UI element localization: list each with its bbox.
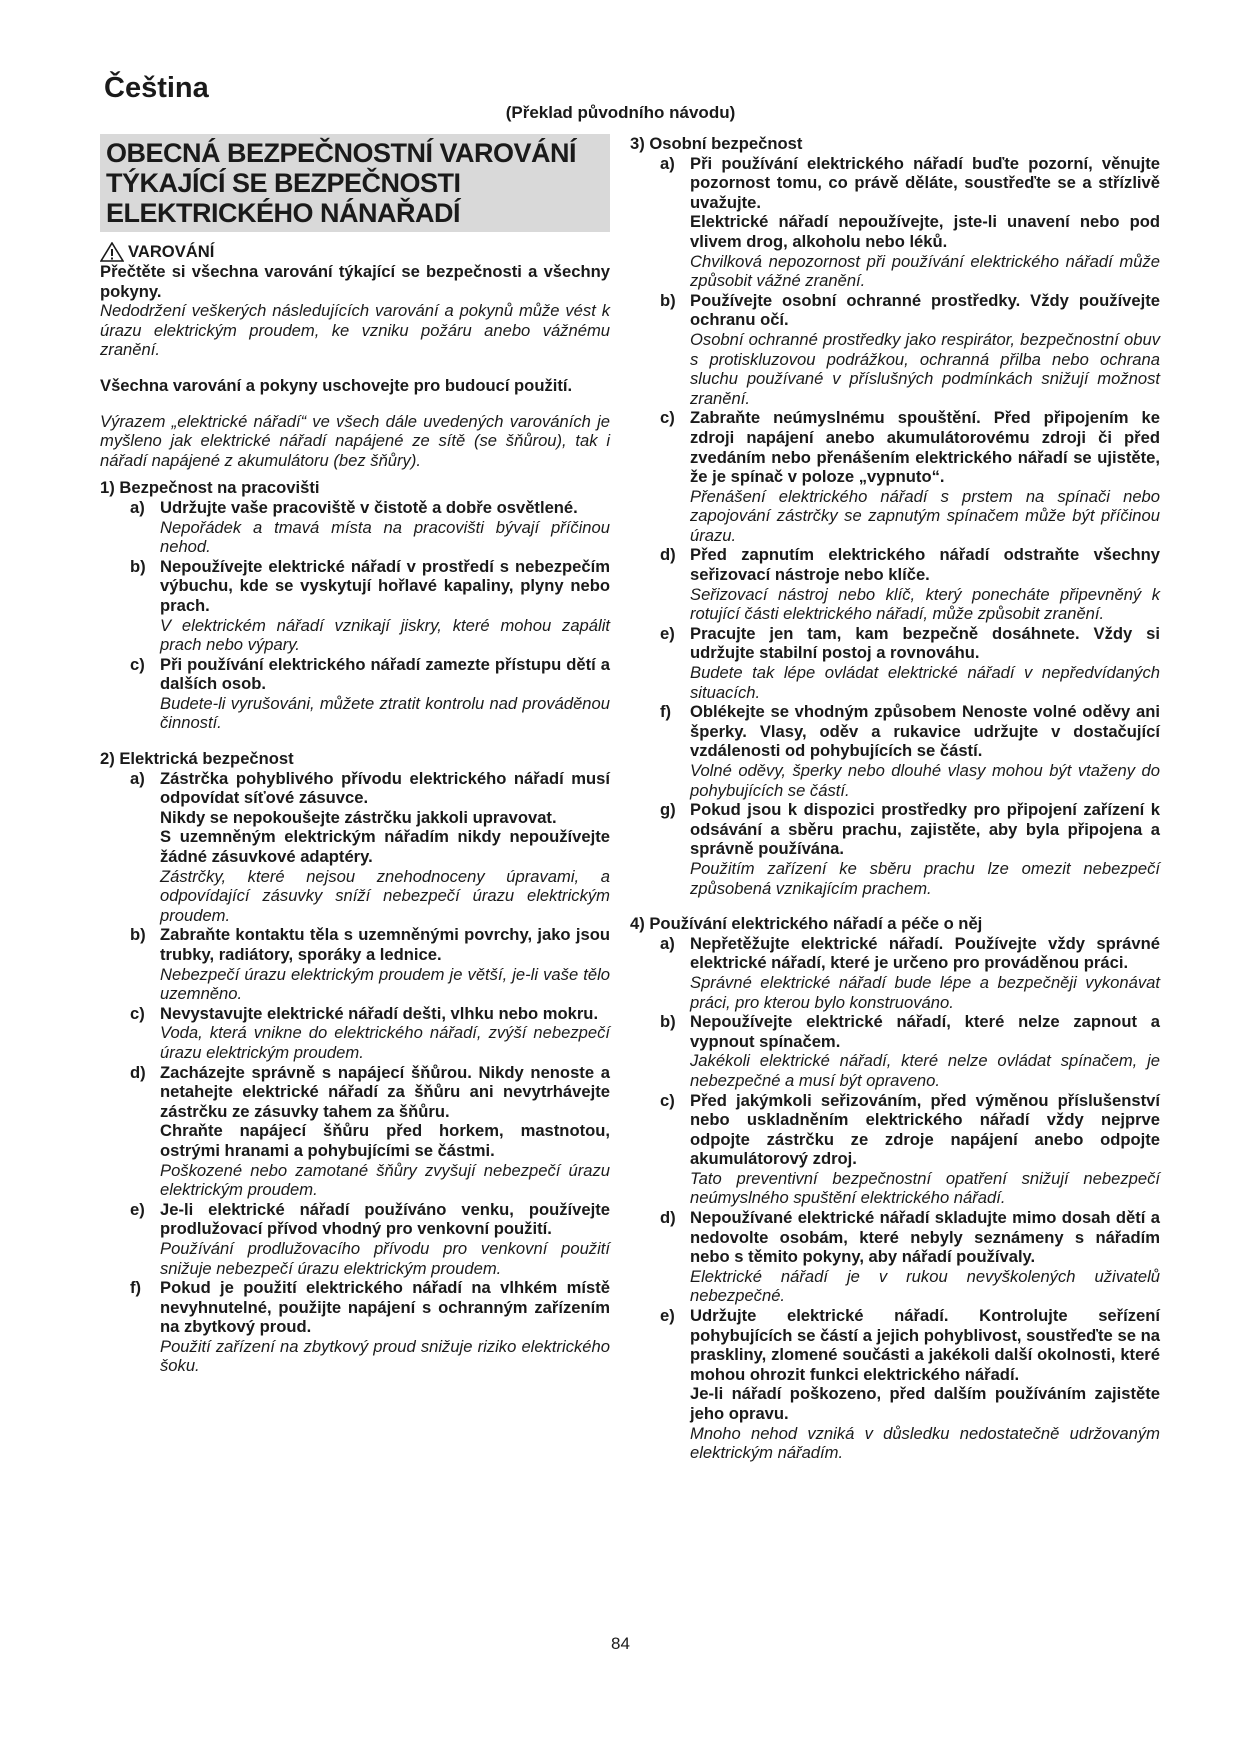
section-4-title: 4) Používání elektrického nářadí a péče o něj <box>630 914 983 934</box>
item-instruction: Je-li elektrické nářadí používáno venku, používejte prodlužovací přívod vhodný pro venkovní použití. <box>160 1199 610 1239</box>
item-instruction: Při používání elektrického nářadí buďte pozorní, věnujte pozornost tomu, co právě děláte, soustřeďte se a střízlivě uvažujte. <box>690 153 1160 212</box>
list-item <box>130 1063 610 1200</box>
item-explanation: Mnoho nehod vzniká v důsledku nedostatečně udržovaným elektrickým nářadím. <box>690 1423 1160 1463</box>
list-item <box>660 934 1160 1012</box>
item-label: b) <box>660 290 676 310</box>
item-instruction: Při používání elektrického nářadí zamezte přístupu dětí a dalších osob. <box>160 654 610 694</box>
list-item <box>660 1091 1160 1209</box>
item-explanation: Budete-li vyrušováni, můžete ztratit kontrolu nad prováděnou činností. <box>160 693 610 733</box>
item-instruction: Elektrické nářadí nepoužívejte, jste-li unavení nebo pod vlivem drog, alkoholu nebo léků. <box>690 212 1160 251</box>
item-label: a) <box>660 153 675 173</box>
list-item <box>660 291 1160 409</box>
list-item <box>660 702 1160 800</box>
item-instruction: Nepoužívejte elektrické nářadí v prostředí s nebezpečím výbuchu, kde se vyskytují hořlavé kapaliny, plyny nebo prach. <box>160 556 610 615</box>
list-item <box>660 154 1160 291</box>
item-instruction: Před jakýmkoli seřizováním, před výměnou příslušenství nebo uskladněním elektrického nářadí vždy nejprve odpojte zástrčku ze zdroje napájení anebo odpojte akumulátorový zdroj. <box>690 1090 1160 1169</box>
item-instruction: Pokud je použití elektrického nářadí na vlhkém místě nevyhnutelné, použijte napájení s ochranným zařízením na zbytkový proud. <box>160 1278 610 1337</box>
item-explanation: Použití zařízení na zbytkový proud snižuje riziko elektrického šoku. <box>160 1336 610 1376</box>
item-explanation: Budete tak lépe ovládat elektrické nářadí v nepředvídaných situacích. <box>690 663 1160 702</box>
list-item <box>660 1208 1160 1306</box>
item-instruction: Zabraňte kontaktu těla s uzemněnými povrchy, jako jsou trubky, radiátory, sporáky a lednice. <box>160 925 610 964</box>
item-explanation: Použitím zařízení ke sběru prachu lze omezit nebezpečí způsobená vznikajícím prachem. <box>690 858 1160 898</box>
list-item <box>130 1200 610 1278</box>
keep-instructions-text: Všechna varování a pokyny uschovejte pro budoucí použití. <box>100 375 573 395</box>
item-instruction: Chraňte napájecí šňůru před horkem, mastnotou, ostrými hranami a pohybujícími se částmi. <box>160 1121 610 1160</box>
item-instruction: Nevystavujte elektrické nářadí dešti, vlhku nebo mokru. <box>160 1003 599 1023</box>
list-item <box>130 557 610 655</box>
list-item <box>660 1012 1160 1090</box>
item-label: d) <box>660 545 676 565</box>
list-item <box>660 800 1160 898</box>
item-label: a) <box>130 497 145 517</box>
item-label: b) <box>130 556 146 576</box>
item-instruction: S uzemněným elektrickým nářadím nikdy nepoužívejte žádné zásuvkové adaptéry. <box>160 827 610 867</box>
item-explanation: Tato preventivní bezpečnostní opatření snižují nebezpečí neúmyslného spuštění elektrického nářadí. <box>690 1168 1160 1208</box>
section-3-list <box>630 154 1160 899</box>
item-instruction: Je-li nářadí poškozeno, před dalším používáním zajistěte jeho opravu. <box>690 1384 1160 1423</box>
item-explanation: Nepořádek a tmavá místa na pracovišti bývají příčinou nehod. <box>160 517 610 557</box>
item-instruction: Před zapnutím elektrického nářadí odstraňte všechny seřizovací nástroje nebo klíče. <box>690 545 1160 585</box>
translation-subtitle: (Překlad původního návodu) <box>505 103 736 122</box>
item-instruction: Nikdy se nepokoušejte zástrčku jakkoli upravovat. <box>160 807 557 827</box>
list-item <box>130 1278 610 1376</box>
list-item <box>130 925 610 1003</box>
item-label: d) <box>660 1208 676 1228</box>
list-item <box>660 408 1160 545</box>
item-label: c) <box>130 654 145 674</box>
list-item <box>130 1004 610 1063</box>
list-item <box>130 769 610 926</box>
item-explanation: Používání prodlužovacího přívodu pro venkovní použití snižuje nebezpečí úrazu elektrickým proudem. <box>160 1238 610 1278</box>
item-explanation: Seřizovací nástroj nebo klíč, který ponecháte připevněný k rotující části elektrického nářadí, může způsobit zranění. <box>690 584 1160 624</box>
list-item <box>660 624 1160 702</box>
item-explanation: Zástrčky, které nejsou znehodnoceny úpravami, a odpovídající zásuvky sníží nebezpečí úrazu elektrickým proudem. <box>160 866 610 925</box>
item-label: c) <box>130 1003 145 1023</box>
item-label: f) <box>130 1278 142 1298</box>
item-instruction: Pracujte jen tam, kam bezpečně dosáhnete. Vždy si udržujte stabilní postoj a rovnováhu. <box>690 623 1160 663</box>
item-label: c) <box>660 408 675 428</box>
item-instruction: Zacházejte správně s napájecí šňůrou. Nikdy nenoste a netahejte elektrické nářadí za šňůru ani nevytrhávejte zástrčku ze zásuvky tahem za šňůru. <box>160 1062 610 1121</box>
item-explanation: Voda, která vnikne do elektrického nářadí, zvýší nebezpečí úrazu elektrickým proudem. <box>160 1023 610 1062</box>
term-definition-text: Výrazem „elektrické nářadí“ ve všech dále uvedených varováních je myšleno jak elektrické nářadí napájené ze sítě (se šňůrou), tak i nářadí napájené z akumulátoru (bez šňůry). <box>100 411 610 470</box>
list-item <box>130 655 610 733</box>
item-label: c) <box>660 1090 675 1110</box>
warning-title <box>100 242 610 262</box>
item-instruction: Oblékejte se vhodným způsobem Nenoste volné oděvy ani šperky. Vlasy, oděv a rukavice udržujte v dostačující vzdálenosti od pohybujících se částí. <box>690 702 1160 761</box>
item-instruction: Nepoužívejte elektrické nářadí, které nelze zapnout a vypnout spínačem. <box>690 1012 1160 1051</box>
section-3-title: 3) Osobní bezpečnost <box>630 134 803 153</box>
left-column <box>100 134 610 1376</box>
warning-label: VAROVÁNÍ <box>128 242 215 262</box>
language-label: Čeština <box>104 72 209 104</box>
item-label: g) <box>660 800 676 820</box>
section-2-list <box>100 769 610 1376</box>
section-1-list <box>100 498 610 733</box>
section-2-title: 2) Elektrická bezpečnost <box>100 749 294 769</box>
item-instruction: Nepoužívané elektrické nářadí skladujte mimo dosah dětí a nedovolte osobám, které nebyly seznámeny s nářadím nebo s těmito pokyny, aby nářadí používaly. <box>690 1208 1160 1267</box>
item-explanation: Přenášení elektrického nářadí s prstem na spínači nebo zapojování zástrčky se zapnutým spínačem může být příčinou úrazu. <box>690 486 1160 545</box>
item-explanation: Osobní ochranné prostředky jako respirátor, bezpečnostní obuv s protiskluzovou podrážkou, ochranná přilba nebo ochrana sluchu používané v příslušných podmínkách snižují možnost zranění. <box>690 329 1160 408</box>
item-explanation: V elektrickém nářadí vznikají jiskry, které mohou zapálit prach nebo výpary. <box>160 615 610 655</box>
warning-bold-text: Přečtěte si všechna varování týkající se bezpečnosti a všechny pokyny. <box>100 262 610 301</box>
warning-italic-text: Nedodržení veškerých následujících varování a pokynů může vést k úrazu elektrickým proudem, ke vzniku požáru anebo vážnému zranění. <box>100 301 610 360</box>
item-explanation: Elektrické nářadí je v rukou nevyškolených uživatelů nebezpečné. <box>690 1266 1160 1306</box>
item-explanation: Nebezpečí úrazu elektrickým proudem je větší, je-li vaše tělo uzemněno. <box>160 964 610 1004</box>
section-1-title: 1) Bezpečnost na pracovišti <box>100 478 320 498</box>
item-explanation: Jakékoli elektrické nářadí, které nelze ovládat spínačem, je nebezpečné a musí být opraveno. <box>690 1051 1160 1090</box>
item-explanation: Chvilková nepozornost při používání elektrického nářadí může způsobit vážné zranění. <box>690 251 1160 291</box>
item-label: b) <box>660 1012 676 1032</box>
item-explanation: Poškozené nebo zamotané šňůry zvyšují nebezpečí úrazu elektrickým proudem. <box>160 1160 610 1200</box>
item-instruction: Zabraňte neúmyslnému spouštění. Před připojením ke zdroji napájení anebo akumulátorovému zdroji či před zvedáním nebo přenášením elektrického nářadí se ujistěte, že je spínač v poloze „vypnuto“. <box>690 408 1160 487</box>
list-item <box>660 1306 1160 1463</box>
item-instruction: Udržujte vaše pracoviště v čistotě a dobře osvětlené. <box>160 497 578 517</box>
item-label: e) <box>130 1199 145 1219</box>
item-label: b) <box>130 925 146 945</box>
item-instruction: Pokud jsou k dispozici prostředky pro připojení zařízení k odsávání a sběru prachu, zajistěte, aby byla připojena a správně používána. <box>690 800 1160 859</box>
item-label: d) <box>130 1062 146 1082</box>
item-label: f) <box>660 702 672 722</box>
item-instruction: Udržujte elektrické nářadí. Kontrolujte seřízení pohybujících se částí a jejich pohyblivost, soustřeďte se na praskliny, zlomené součásti a jakékoli další okolnosti, které mohou ohrozit funkci elektrického nářadí. <box>690 1306 1160 1384</box>
item-label: a) <box>660 933 675 953</box>
section-heading: OBECNÁ BEZPEČNOSTNÍ VAROVÁNÍ TÝKAJÍCÍ SE BEZPEČNOSTI ELEKTRICKÉHO NÁNAŘADÍ <box>100 134 610 232</box>
item-label: e) <box>660 623 675 643</box>
warning-triangle-icon <box>100 242 124 262</box>
item-explanation: Správné elektrické nářadí bude lépe a bezpečněji vykonávat práci, pro kterou bylo konstruováno. <box>690 972 1160 1012</box>
item-label: e) <box>660 1306 675 1326</box>
item-label: a) <box>130 768 145 788</box>
right-column <box>630 134 1160 1463</box>
item-instruction: Nepřetěžujte elektrické nářadí. Používejte vždy správné elektrické nářadí, které je určeno pro prováděnou práci. <box>690 933 1160 973</box>
list-item <box>130 498 610 557</box>
item-instruction: Zástrčka pohyblivého přívodu elektrického nářadí musí odpovídat síťové zásuvce. <box>160 768 610 808</box>
page-number: 84 <box>611 1634 630 1653</box>
section-4-list <box>630 934 1160 1463</box>
item-explanation: Volné oděvy, šperky nebo dlouhé vlasy mohou být vtaženy do pohybujících se částí. <box>690 761 1160 800</box>
list-item <box>660 545 1160 623</box>
item-instruction: Používejte osobní ochranné prostředky. Vždy používejte ochranu očí. <box>690 290 1160 330</box>
